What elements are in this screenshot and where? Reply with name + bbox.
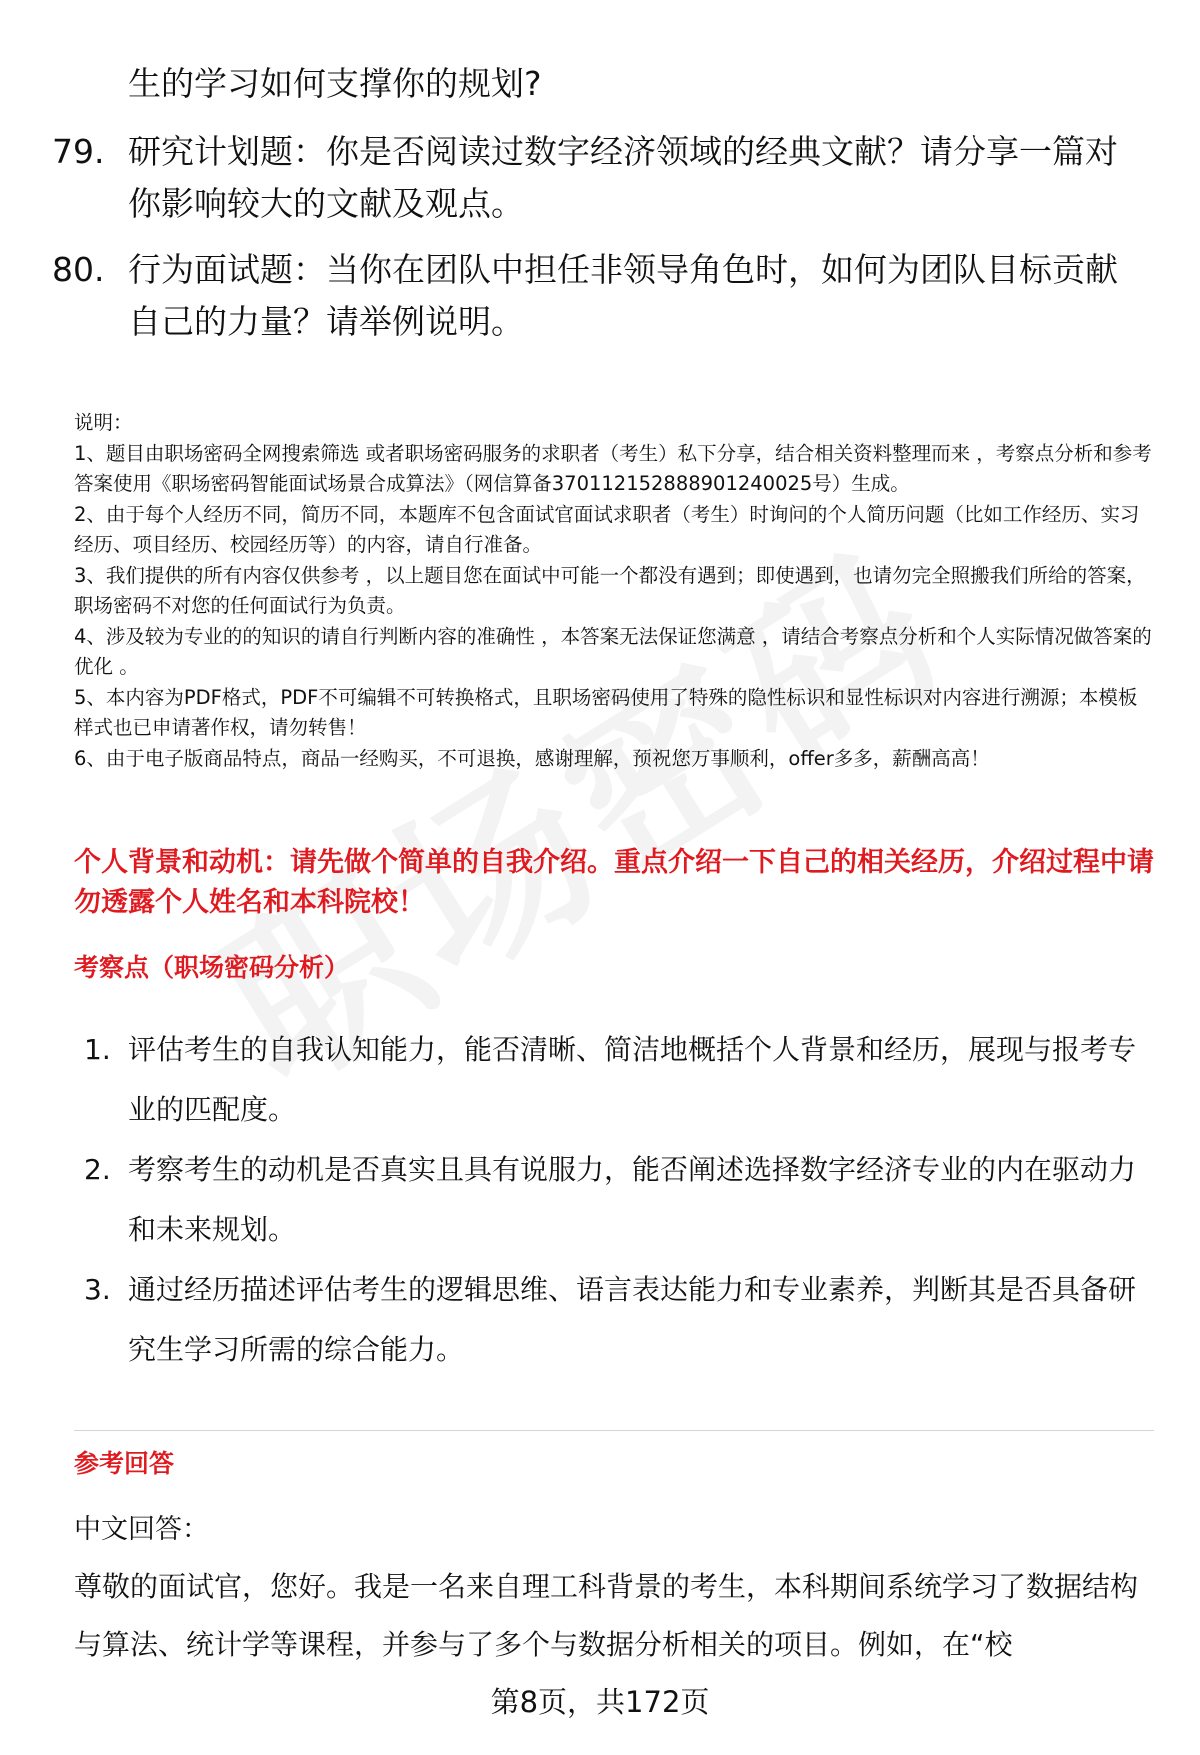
page-footer: 第8页，共172页 [490,1685,710,1719]
question-number: 80. [52,250,105,289]
analysis-points [84,1020,1154,1380]
analysis-point [84,1020,1154,1140]
analysis-point [84,1260,1154,1380]
answer-heading: 参考回答 [74,1449,175,1478]
note-item: 5、本内容为PDF格式，PDF不可编辑不可转换格式，且职场密码使用了特殊的隐性标识和显性标识对内容进行溯源；本模板样式也已申请著作权，请勿转售！ [74,685,1138,739]
notes-section [74,408,1154,774]
question-80 [52,244,1152,348]
note-item: 3、我们提供的所有内容仅供参考 ，以上题目您在面试中可能一个都没有遇到；即使遇到，也请勿完全照搬我们所给的答案，职场密码不对您的任何面试行为负责。 [74,563,1146,617]
question-number: 79. [52,132,105,171]
note-item: 1、题目由职场密码全网搜索筛选 或者职场密码服务的求职者（考生）私下分享，结合相关资料整理而来 ，考察点分析和参考答案使用《职场密码智能面试场景合成算法》（网信算备370112152888901240025号）生成。 [74,441,1152,495]
question-78-continuation: 生的学习如何支撑你的规划? [128,64,542,103]
point-text: 考察考生的动机是否真实且具有说服力，能否阐述选择数字经济专业的内在驱动力和未来规划。 [128,1153,1137,1246]
point-number: 1. [84,1033,111,1066]
main-question: 个人背景和动机：请先做个简单的自我介绍。重点介绍一下自己的相关经历，介绍过程中请勿透露个人姓名和本科院校！ [74,847,1154,918]
answer-language-label: 中文回答： [74,1514,209,1545]
point-number: 2. [84,1153,111,1186]
question-text: 行为面试题：当你在团队中担任非领导角色时，如何为团队目标贡献自己的力量？请举例说明。 [128,250,1118,341]
point-text: 评估考生的自我认知能力，能否清晰、简洁地概括个人背景和经历，展现与报考专业的匹配度。 [128,1033,1137,1126]
question-79 [52,126,1152,230]
point-number: 3. [84,1273,111,1306]
point-text: 通过经历描述评估考生的逻辑思维、语言表达能力和专业素养，判断其是否具备研究生学习所需的综合能力。 [128,1273,1137,1366]
notes-title: 说明： [74,411,133,434]
answer-body: 尊敬的面试官，您好。我是一名来自理工科背景的考生，本科期间系统学习了数据结构与算法、统计学等课程，并参与了多个与数据分析相关的项目。例如，在“校 [74,1570,1139,1661]
section-divider [74,1430,1154,1431]
note-item: 6、由于电子版商品特点，商品一经购买，不可退换，感谢理解，预祝您万事顺利，offer多多，薪酬高高！ [74,746,990,770]
analysis-point [84,1140,1154,1260]
note-item: 4、涉及较为专业的的知识的请自行判断内容的准确性 ，本答案无法保证您满意 ，请结合考察点分析和个人实际情况做答案的优化 。 [74,624,1152,678]
question-text: 研究计划题：你是否阅读过数字经济领域的经典文献？请分享一篇对你影响较大的文献及观点。 [128,132,1118,223]
note-item: 2、由于每个人经历不同，简历不同，本题库不包含面试官面试求职者（考生）时询问的个人简历问题（比如工作经历、实习经历、项目经历、校园经历等）的内容，请自行准备。 [74,502,1140,556]
analysis-heading: 考察点（职场密码分析） [74,953,350,982]
